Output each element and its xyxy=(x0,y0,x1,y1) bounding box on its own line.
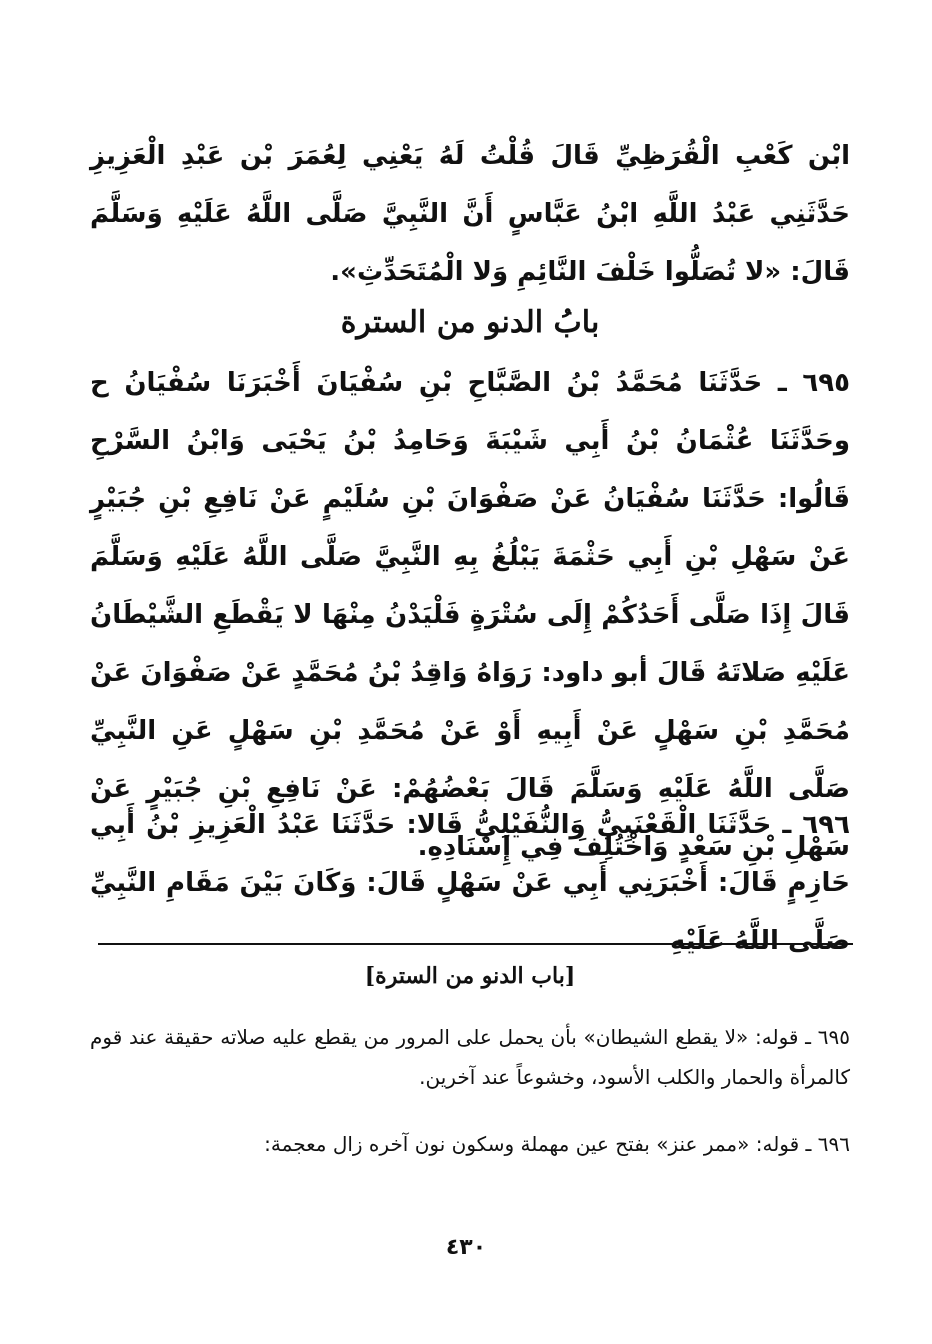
hadith-695-paragraph: ٦٩٥ ـ حَدَّثَنَا مُحَمَّدُ بْنُ الصَّبَّاحِ بْنِ سُفْيَانَ أَخْبَرَنَا سُفْيَانُ ح وحَدَّثَنَا عُثْمَانُ بْنُ أَبِي شَيْبَةَ وَحَامِدُ بْنُ يَحْيَى وَابْنُ السَّرْحِ قَالُوا: حَدَّثَنَا سُفْيَانُ عَنْ صَفْوَانَ بْنِ سُلَيْمٍ عَنْ نَافِعِ بْنِ جُبَيْرٍ عَنْ سَهْلِ بْنِ أَبِي حَثْمَةَ يَبْلُغُ بِهِ النَّبِيَّ صَلَّى اللَّهُ عَلَيْهِ وَسَلَّمَ قَالَ إِذَا صَلَّى أَحَدُكُمْ إِلَى سُتْرَةٍ فَلْيَدْنُ مِنْهَا لا يَقْطَعِ الشَّيْطَانُ عَلَيْهِ صَلاتَهُ قَالَ أبو داود: رَوَاهُ وَاقِدُ بْنُ مُحَمَّدٍ عَنْ صَفْوَانَ عَنْ مُحَمَّدِ بْنِ سَهْلٍ عَنْ أَبِيهِ أَوْ عَنْ مُحَمَّدِ بْنِ سَهْلٍ عَنِ النَّبِيِّ صَلَّى اللَّهُ عَلَيْهِ وَسَلَّمَ قَالَ بَعْضُهُمْ: عَنْ نَافِعِ بْنِ جُبَيْرٍ عَنْ سَهْلِ بْنِ سَعْدٍ وَاخْتُلِفَ فِي إِسْنَادِهِ. xyxy=(90,368,850,862)
chapter-title: بابُ الدنو من السترة xyxy=(340,305,600,340)
footnote-696: ٦٩٦ ـ قوله: «ممر عنز» بفتح عين مهملة وسكون نون آخره زال معجمة: xyxy=(264,1132,850,1156)
footnote-heading: [باب الدنو من السترة] xyxy=(364,963,576,989)
footnote-divider xyxy=(98,943,853,945)
footnote-695: ٦٩٥ ـ قوله: «لا يقطع الشيطان» بأن يحمل على المرور من يقطع عليه صلاته حقيقة عند قوم كالمرأة والحمار والكلب الأسود، وخشوعاً عند آخرين. xyxy=(90,1025,850,1089)
page-number: ٤٣٠ xyxy=(445,1235,487,1260)
continuation-paragraph: ابْن كَعْبِ الْقُرَظِيِّ قَالَ قُلْتُ لَهُ يَعْنِي لِعُمَرَ بْن عَبْدِ الْعَزِيزِ حَدَّثَنِي عَبْدُ اللَّهِ ابْنُ عَبَّاسٍ أَنَّ النَّبِيَّ صَلَّى اللَّهُ عَلَيْهِ وَسَلَّمَ قَالَ: «لا تُصَلُّوا خَلْفَ النَّائِمِ وَلا الْمُتَحَدِّثِ». xyxy=(90,141,850,287)
hadith-696-paragraph: ٦٩٦ ـ حَدَّثَنَا الْقَعْنَبِيُّ وَالنُّفَيْلِيُّ قَالا: حَدَّثَنَا عَبْدُ الْعَزِيزِ بْنُ أَبِي حَازِمٍ قَالَ: أَخْبَرَنِي أَبِي عَنْ سَهْلٍ قَالَ: وَكَانَ بَيْنَ مَقَامِ النَّبِيِّ صَلَّى اللَّهُ عَلَيْهِ xyxy=(90,810,850,956)
